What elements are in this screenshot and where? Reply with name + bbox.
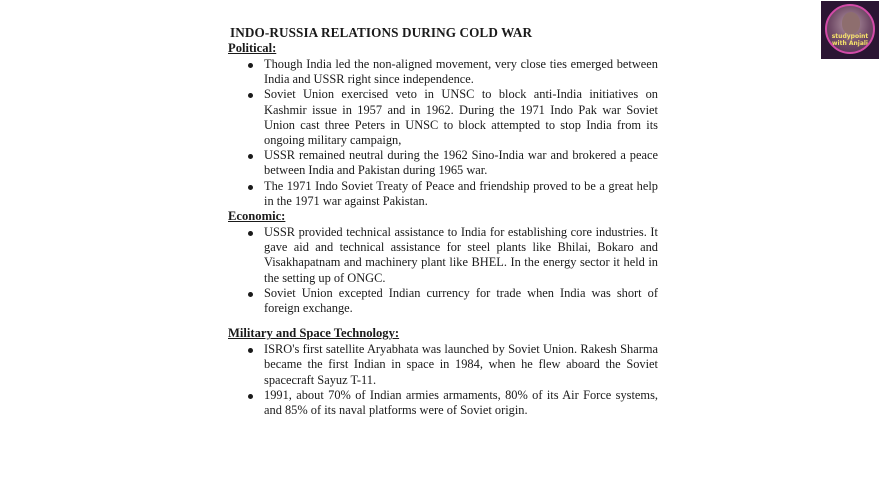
bullet-icon xyxy=(248,185,253,190)
list-item-text: The 1971 Indo Soviet Treaty of Peace and friendship proved to be a great help in the 1971 war against Pakistan. xyxy=(264,178,658,208)
list-item xyxy=(228,148,658,178)
list-item-text: USSR provided technical assistance to India for establishing core industries. It gave aid and technical assistance for steel plants like Bhilai, Bokaro and Visakhapatnam and machinery plant like BHEL. In the energy sector it held in the setting up of ONGC. xyxy=(264,225,658,285)
bullet-icon xyxy=(248,394,253,399)
list-item xyxy=(228,388,658,418)
document-title: INDO-RUSSIA RELATIONS DURING COLD WAR xyxy=(230,25,533,40)
section-heading-military-space: Military and Space Technology: xyxy=(228,326,400,341)
list-item xyxy=(228,57,658,87)
bullet-list-political xyxy=(228,57,658,209)
section-heading-economic: Economic: xyxy=(228,209,286,224)
channel-logo-text: studypoint with Anjali xyxy=(831,33,869,47)
list-item-text: Soviet Union excepted Indian currency for trade when India was short of foreign exchange. xyxy=(264,285,658,316)
list-item-text: Though India led the non-aligned movement, very close ties emerged between India and USSR right since independence. xyxy=(264,57,658,87)
bullet-icon xyxy=(248,348,253,353)
document-page xyxy=(228,25,658,418)
bullet-icon xyxy=(248,154,253,159)
bullet-list-economic xyxy=(228,225,658,316)
list-item xyxy=(228,286,658,316)
list-item xyxy=(228,179,658,209)
list-item-text: 1991, about 70% of Indian armies armaments, 80% of its Air Force systems, and 85% of its naval platforms were of Soviet origin. xyxy=(264,387,658,418)
list-item-text: ISRO's first satellite Aryabhata was launched by Soviet Union. Rakesh Sharma became the first Indian in space in 1984, when he flew aboard the Soviet spacecraft Sayuz T-11. xyxy=(264,342,658,387)
bullet-icon xyxy=(248,292,253,297)
bullet-icon xyxy=(248,231,253,236)
bullet-icon xyxy=(248,93,253,98)
presenter-avatar-icon xyxy=(821,1,879,59)
list-item xyxy=(228,342,658,388)
list-item-text: Soviet Union exercised veto in UNSC to block anti-India initiatives on Kashmir issue in 1957 and in 1962. During the 1971 Indo Pak war Soviet Union cast three Peters in UNSC to block attempted to stop India from its ongoing military campaign, xyxy=(264,87,658,148)
bullet-list-military-space xyxy=(228,342,658,418)
list-item xyxy=(228,87,658,148)
presenter-face xyxy=(842,12,860,34)
section-military-space xyxy=(228,326,658,418)
section-economic xyxy=(228,209,658,316)
avatar-ring xyxy=(825,4,875,54)
bullet-icon xyxy=(248,63,253,68)
section-political xyxy=(228,41,658,209)
section-heading-political: Political: xyxy=(228,41,277,55)
list-item-text: USSR remained neutral during the 1962 Sino-India war and brokered a peace between India and Pakistan during 1965 war. xyxy=(264,148,658,178)
list-item xyxy=(228,225,658,286)
